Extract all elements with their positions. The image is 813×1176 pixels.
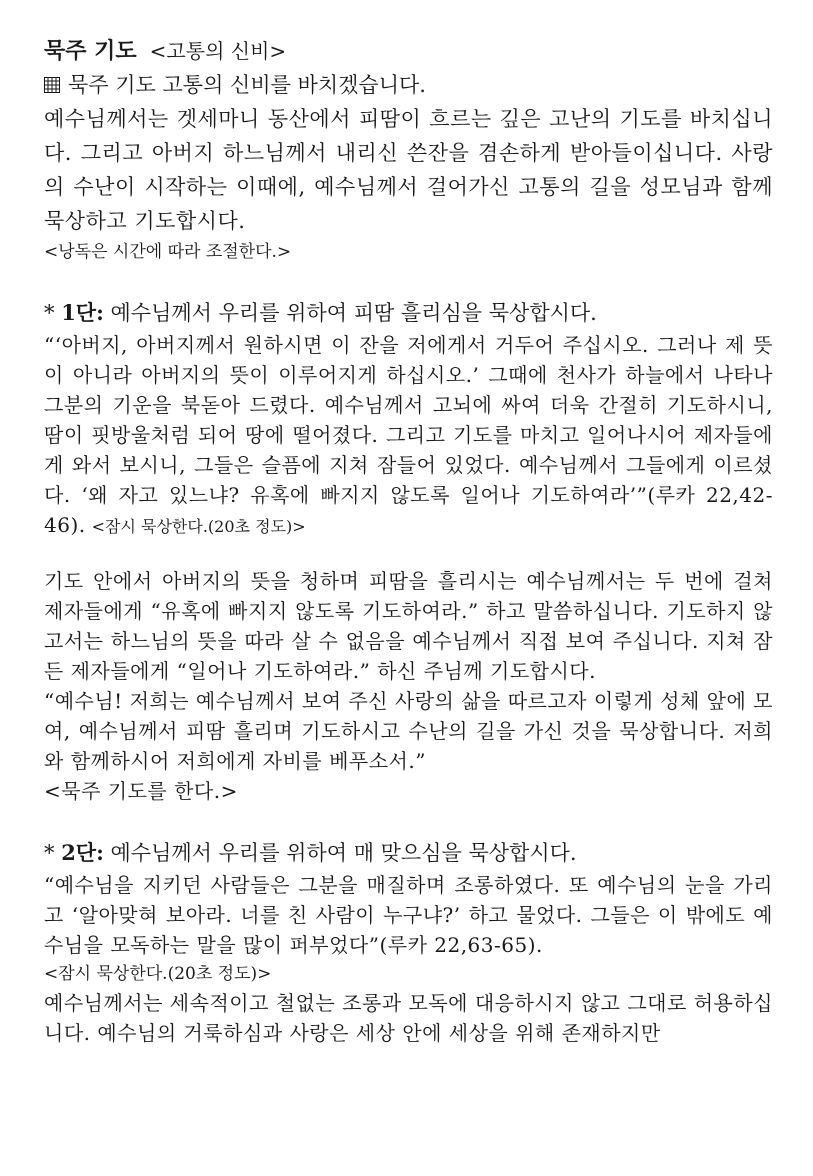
decade-1-scripture [44, 330, 773, 542]
decade-1-heading [44, 296, 773, 330]
decade-2-label: 2단: [61, 840, 104, 865]
decade-1-reflection: 기도 안에서 아버지의 뜻을 청하며 피땀을 흘리시는 예수님께서는 두 번에 걸쳐 제자들에게 “유혹에 빠지지 않도록 기도하여라.” 하고 말씀하십니다. 기도하지 않고서는 하느님의 뜻을 따라 살 수 없음을 예수님께서 직접 보여 주십니다. 지쳐 잠든 제자들에게 “일어나 기도하여라.” 하신 주님께 기도합시다. [44, 569, 773, 683]
decade-2-scripture: “예수님을 지키던 사람들은 그분을 매질하며 조롱하였다. 또 예수님의 눈을 가리고 ‘알아맞혀 보아라. 너를 친 사람이 누구냐?’ 하고 물었다. 그들은 이 밖에도 예수님을 모독하는 말을 많이 퍼부었다”(루카 22,63-65). [44, 873, 773, 957]
title-line [44, 34, 773, 69]
decade-1-label: 1단: [61, 300, 104, 325]
decade-2-reflection: 예수님께서는 세속적이고 철없는 조롱과 모독에 대응하시지 않고 그대로 허용하십니다. 예수님의 거룩하심과 사랑은 세상 안에 세상을 위해 존재하지만 [44, 991, 773, 1045]
decade-2-pause-note: <잠시 묵상한다.(20초 정도)> [44, 964, 272, 984]
page-subtitle: <고통의 신비> [149, 39, 287, 63]
decade-1-title: 예수님께서 우리를 위하여 피땀 흘리심을 묵상합시다. [103, 301, 597, 325]
intro-line-text: 묵주 기도 고통의 신비를 바치겠습니다. [68, 73, 426, 97]
page-title: 묵주 기도 [44, 38, 137, 64]
grid-icon [44, 77, 60, 93]
decade-2-heading [44, 836, 773, 870]
decade-1-bullet: * [44, 301, 62, 325]
decade-1-scripture-text: “‘아버지, 아버지께서 원하시면 이 잔을 저에게서 거두어 주십시오. 그러나 제 뜻이 아니라 아버지의 뜻이 이루어지게 하십시오.’ 그때에 천사가 하늘에서 나타나 그분의 기운을 북돋아 드렸다. 예수님께서 고뇌에 싸여 더욱 간절히 기도하시니, 땀이 핏방울처럼 되어 땅에 떨어졌다. 그리고 기도를 마치고 일어나시어 제자들에게 와서 보시니, 그들은 슬픔에 지쳐 잠들어 있었다. 예수님께서 그들에게 이르셨다. ‘왜 자고 있느냐? 유혹에 빠지지 않도록 일어나 기도하여라’”(루카 22,42-46). [44, 333, 773, 537]
intro-paragraph: 예수님께서는 겟세마니 동산에서 피땀이 흐르는 깊은 고난의 기도를 바치십니다. 그리고 아버지 하느님께서 내리신 쓴잔을 겸손하게 받아들이십니다. 사랑의 수난이 시작하는 이때에, 예수님께서 걸어가신 고통의 길을 성모님과 함께 묵상하고 기도합시다. [44, 107, 773, 233]
decade-2-bullet: * [44, 841, 62, 865]
intro-line [44, 69, 773, 102]
decade-2-title: 예수님께서 우리를 위하여 매 맞으심을 묵상합시다. [103, 841, 577, 865]
decade-1-rosary-note: <묵주 기도를 한다.> [44, 779, 238, 803]
reading-note: <낭독은 시간에 따라 조절한다.> [44, 242, 292, 262]
decade-1-prayer: “예수님! 저희는 예수님께서 보여 주신 사랑의 삶을 따르고자 이렇게 성체 앞에 모여, 예수님께서 피땀 흘리며 기도하시고 수난의 길을 가신 것을 묵상합니다. 저희와 함께하시어 저희에게 자비를 베푸소서.” [44, 689, 773, 773]
decade-1-pause-note: <잠시 묵상한다.(20초 정도)> [91, 517, 306, 536]
